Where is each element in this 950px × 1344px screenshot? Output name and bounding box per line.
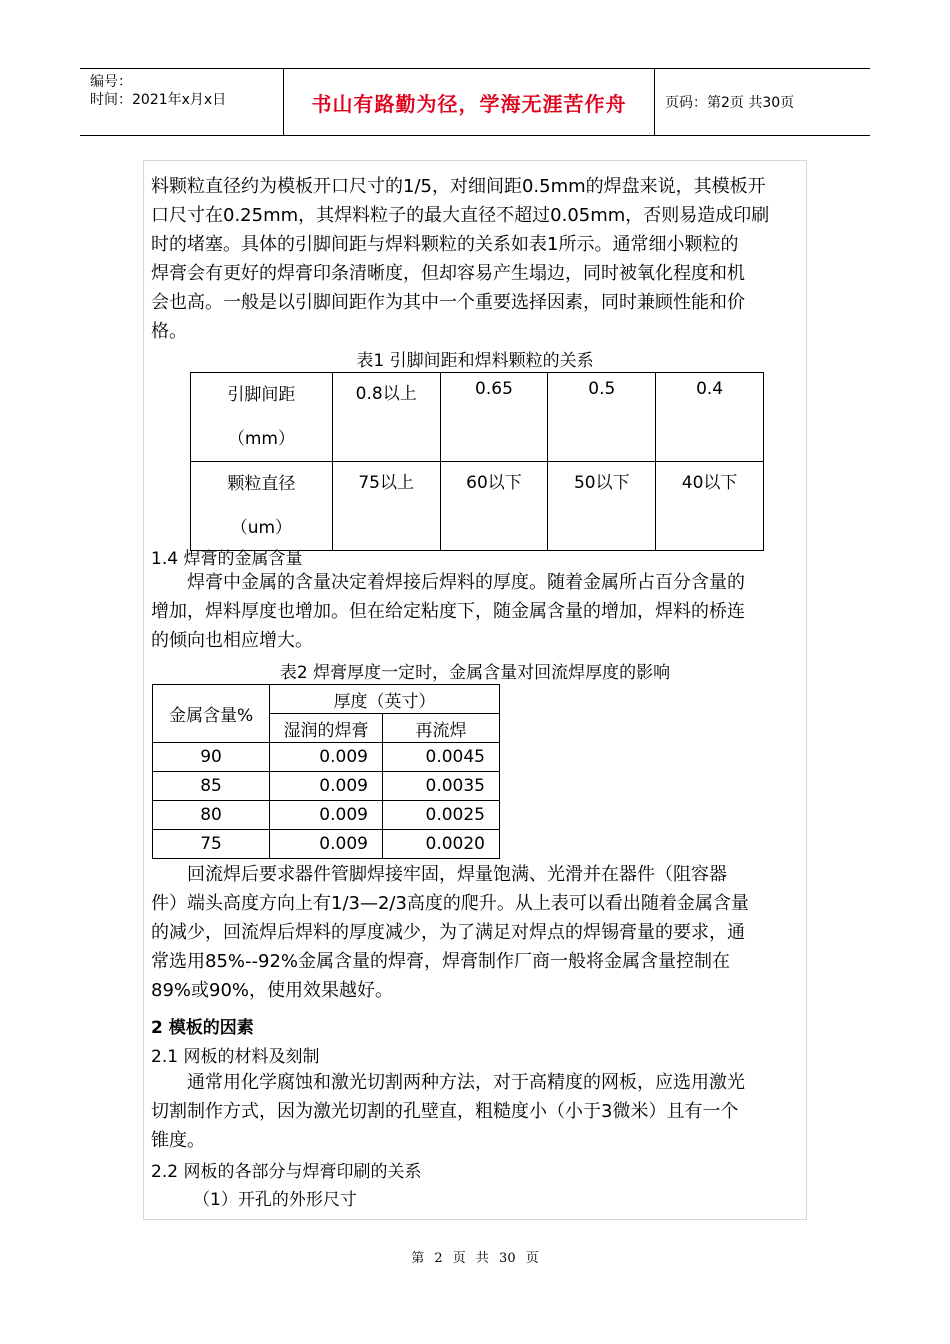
paragraph-3 — [151, 860, 796, 1005]
table-cell: 0.0020 — [382, 830, 499, 859]
table-cell: 0.8以上 — [332, 373, 440, 462]
table-cell: 0.5 — [548, 373, 656, 462]
text-line: 时的堵塞。具体的引脚间距与焊料颗粒的关系如表1所示。通常细小颗粒的 — [151, 234, 739, 255]
table1-caption: 表1 引脚间距和焊料颗粒的关系 — [356, 351, 594, 371]
table-header-cell: 湿润的焊膏 — [270, 714, 383, 743]
table-cell: 80 — [153, 801, 270, 830]
section-heading-2-2: 2.2 网板的各部分与焊膏印刷的关系 — [151, 1162, 422, 1182]
table-cell: 85 — [153, 772, 270, 801]
table-cell — [191, 462, 333, 551]
table-cell — [191, 373, 333, 462]
text-line: 锥度。 — [151, 1130, 205, 1151]
row-label: 颗粒直径 — [227, 474, 296, 494]
paragraph-1 — [151, 172, 796, 346]
table-cell: 0.65 — [440, 373, 548, 462]
text-line: 焊膏会有更好的焊膏印条清晰度，但却容易产生塌边，同时被氧化程度和机 — [151, 263, 745, 284]
table-header-cell: 金属含量% — [153, 685, 270, 743]
table-cell: 75 — [153, 830, 270, 859]
date-label: 时间：2021年x月x日 — [90, 92, 227, 108]
table-cell: 75以上 — [332, 462, 440, 551]
table-cell: 60以下 — [440, 462, 548, 551]
page-footer: 第 2 页 共 30 页 — [411, 1251, 539, 1266]
table-cell: 0.009 — [270, 743, 383, 772]
table-row — [191, 373, 764, 462]
text-line: 料颗粒直径约为模板开口尺寸的1/5，对细间距0.5mm的焊盘来说，其模板开 — [151, 176, 766, 197]
table-row — [153, 772, 500, 801]
text-line: 通常用化学腐蚀和激光切割两种方法，对于高精度的网板，应选用激光 — [187, 1072, 745, 1093]
serial-label: 编号： — [90, 74, 132, 90]
section-heading-1-4: 1.4 焊膏的金属含量 — [151, 549, 303, 569]
table-row — [153, 830, 500, 859]
text-line: 的减少，回流焊后焊料的厚度减少，为了满足对焊点的焊锡膏量的要求，通 — [151, 922, 745, 943]
header-page-label: 页码：第2页 共30页 — [665, 95, 795, 111]
text-line: 焊膏中金属的含量决定着焊接后焊料的厚度。随着金属所占百分含量的 — [187, 572, 745, 593]
document-header — [80, 68, 870, 136]
table-cell: 0.009 — [270, 801, 383, 830]
text-line: 89%或90%，使用效果越好。 — [151, 980, 394, 1001]
table-row — [191, 462, 764, 551]
header-meta — [80, 69, 283, 135]
header-motto: 书山有路勤为径，学海无涯苦作舟 — [283, 69, 655, 135]
table-cell: 50以下 — [548, 462, 656, 551]
paragraph-4 — [151, 1068, 796, 1155]
table-cell: 0.4 — [656, 373, 764, 462]
table-cell: 40以下 — [656, 462, 764, 551]
text-line: 回流焊后要求器件管脚焊接牢固，焊量饱满、光滑并在器件（阻容器 — [187, 864, 727, 885]
table-cell: 0.0045 — [382, 743, 499, 772]
table-row — [153, 743, 500, 772]
table-cell: 0.0035 — [382, 772, 499, 801]
row-unit: （um） — [230, 518, 293, 538]
text-line: 增加，焊料厚度也增加。但在给定粘度下，随金属含量的增加，焊料的桥连 — [151, 601, 745, 622]
list-item: （1）开孔的外形尺寸 — [193, 1190, 357, 1210]
text-line: 会也高。一般是以引脚间距作为其中一个重要选择因素，同时兼顾性能和价 — [151, 292, 745, 313]
text-line: 常选用85%--92%金属含量的焊膏，焊膏制作厂商一般将金属含量控制在 — [151, 951, 731, 972]
row-label: 引脚间距 — [227, 385, 296, 405]
row-unit: （mm） — [227, 429, 295, 449]
section-heading-2-1: 2.1 网板的材料及刻制 — [151, 1047, 320, 1067]
table-cell: 0.009 — [270, 830, 383, 859]
table-header-cell: 厚度（英寸） — [270, 685, 500, 714]
text-line: 件）端头高度方向上有1/3—2/3高度的爬升。从上表可以看出随着金属含量 — [151, 893, 749, 914]
text-line: 口尺寸在0.25mm，其焊料粒子的最大直径不超过0.05mm，否则易造成印刷 — [151, 205, 770, 226]
table-header-cell: 再流焊 — [382, 714, 499, 743]
section-heading-2: 2 模板的因素 — [151, 1018, 254, 1038]
text-line: 格。 — [151, 321, 187, 342]
table-cell: 0.0025 — [382, 801, 499, 830]
table-cell: 0.009 — [270, 772, 383, 801]
table-row — [153, 685, 500, 714]
text-line: 切割制作方式，因为激光切割的孔壁直，粗糙度小（小于3微米）且有一个 — [151, 1101, 739, 1122]
table2 — [152, 684, 500, 859]
text-line: 的倾向也相应增大。 — [151, 630, 313, 651]
table1 — [190, 372, 764, 551]
paragraph-2 — [151, 568, 796, 655]
table2-caption: 表2 焊膏厚度一定时，金属含量对回流焊厚度的影响 — [279, 663, 671, 683]
table-cell: 90 — [153, 743, 270, 772]
table-row — [153, 801, 500, 830]
